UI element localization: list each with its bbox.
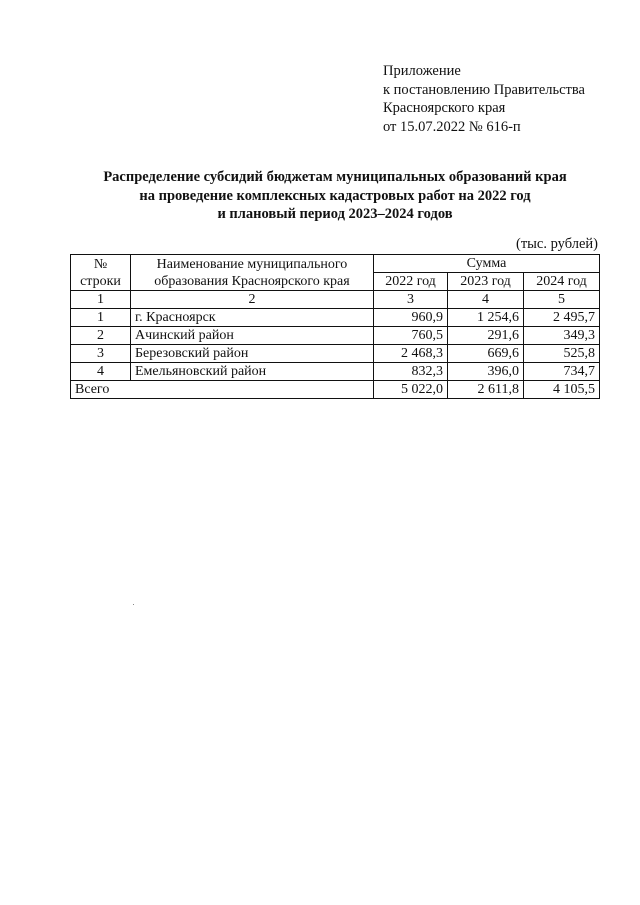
value-2023: 291,6 (448, 327, 524, 345)
row-number: 3 (71, 345, 131, 363)
header-sum-cell: Сумма (374, 255, 600, 273)
value-2023: 669,6 (448, 345, 524, 363)
value-2024: 2 495,7 (524, 309, 600, 327)
total-row (71, 381, 600, 399)
value-2022: 832,3 (374, 363, 448, 381)
municipality-name: Емельяновский район (131, 363, 374, 381)
title-line-1: Распределение субсидий бюджетам муниципальных образований края (103, 169, 567, 185)
header-num-line-2: строки (80, 273, 121, 289)
municipality-name: Березовский район (131, 345, 374, 363)
row-number: 2 (71, 327, 131, 345)
total-2024: 4 105,5 (524, 381, 600, 399)
table-row (71, 327, 600, 345)
header-row (71, 255, 600, 273)
units-label: (тыс. рублей) (516, 236, 598, 252)
value-2022: 760,5 (374, 327, 448, 345)
table-row (71, 345, 600, 363)
value-2023: 396,0 (448, 363, 524, 381)
total-2023: 2 611,8 (448, 381, 524, 399)
value-2024: 734,7 (524, 363, 600, 381)
title-line-3: и плановый период 2023–2024 годов (217, 206, 453, 222)
value-2022: 2 468,3 (374, 345, 448, 363)
title-line-2: на проведение комплексных кадастровых работ на 2022 год (139, 187, 531, 204)
header-name-line-2: образования Красноярского края (154, 273, 350, 289)
subsidy-table (70, 254, 600, 399)
appendix-line-2: к постановлению Правительства (383, 81, 585, 98)
row-number: 4 (71, 363, 131, 381)
header-name-line-1: Наименование муниципального (156, 256, 348, 272)
table-row (71, 309, 600, 327)
table-row (71, 363, 600, 381)
header-name-cell (131, 255, 374, 291)
appendix-line-1: Приложение (383, 63, 461, 79)
value-2024: 525,8 (524, 345, 600, 363)
document-title (70, 168, 600, 224)
column-number: 5 (524, 291, 600, 309)
header-year-2022: 2022 год (374, 273, 448, 291)
appendix-line-3: Красноярского края (383, 100, 506, 116)
municipality-name: Ачинский район (131, 327, 374, 345)
total-2022: 5 022,0 (374, 381, 448, 399)
scan-speck (133, 604, 134, 605)
appendix-line-4: от 15.07.2022 № 616-п (383, 118, 521, 135)
row-number: 1 (71, 309, 131, 327)
header-num-line-1: № (93, 256, 108, 272)
value-2022: 960,9 (374, 309, 448, 327)
column-number: 2 (131, 291, 374, 309)
header-num-cell (71, 255, 131, 291)
appendix-block (383, 62, 585, 136)
column-number: 4 (448, 291, 524, 309)
value-2023: 1 254,6 (448, 309, 524, 327)
header-year-2024: 2024 год (524, 273, 600, 291)
total-label: Всего (71, 381, 374, 399)
column-number: 3 (374, 291, 448, 309)
header-year-2023: 2023 год (448, 273, 524, 291)
column-numbers-row (71, 291, 600, 309)
value-2024: 349,3 (524, 327, 600, 345)
municipality-name: г. Красноярск (131, 309, 374, 327)
column-number: 1 (71, 291, 131, 309)
